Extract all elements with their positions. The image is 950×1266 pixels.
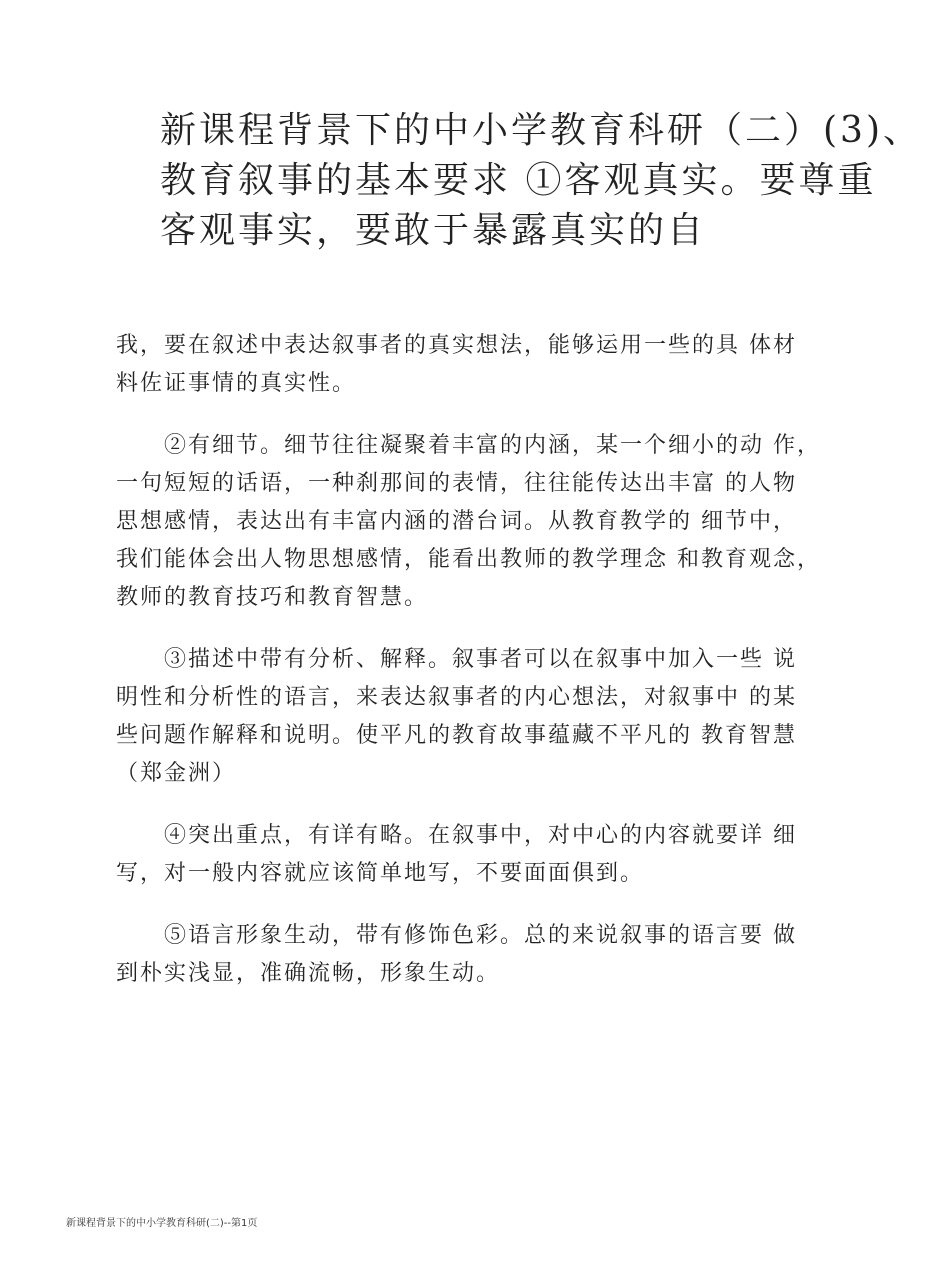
paragraph-analysis bbox=[116, 641, 846, 793]
page-title bbox=[160, 106, 922, 256]
title-line: 教育叙事的基本要求 ①客观真实。要尊重 bbox=[160, 160, 877, 201]
paragraph-language bbox=[116, 917, 846, 993]
text-line: 到朴实浅显，准确流畅，形象生动。 bbox=[116, 961, 501, 986]
paragraph-intro bbox=[116, 327, 846, 403]
text-line: ③描述中带有分析、解释。叙事者可以在叙事中加入一些 说 bbox=[116, 647, 797, 672]
text-line: （郑金洲） bbox=[116, 761, 237, 786]
document-body bbox=[116, 327, 846, 1017]
text-line: 我，要在叙述中表达叙事者的真实想法，能够运用一些的具 体材 bbox=[116, 333, 797, 358]
text-line: 些问题作解释和说明。使平凡的教育故事蕴藏不平凡的 教育智慧 bbox=[116, 723, 797, 748]
text-line: 写，对一般内容就应该简单地写，不要面面俱到。 bbox=[116, 861, 645, 886]
text-line: ②有细节。细节往往凝聚着丰富的内涵，某一个细小的动 作， bbox=[116, 433, 821, 458]
text-line: 明性和分析性的语言，来表达叙事者的内心想法，对叙事中 的某 bbox=[116, 685, 797, 710]
paragraph-details bbox=[116, 427, 846, 617]
paragraph-emphasis bbox=[116, 817, 846, 893]
text-line: ④突出重点，有详有略。在叙事中，对中心的内容就要详 细 bbox=[116, 823, 797, 848]
text-line: 教师的教育技巧和教育智慧。 bbox=[116, 585, 429, 610]
page-footer: 新课程背景下的中小学教育科研(二)--第1页 bbox=[66, 1218, 258, 1229]
text-line: 我们能体会出人物思想感情，能看出教师的教学理念 和教育观念， bbox=[116, 547, 821, 572]
text-line: ⑤语言形象生动，带有修饰色彩。总的来说叙事的语言要 做 bbox=[116, 923, 797, 948]
text-line: 思想感情，表达出有丰富内涵的潜台词。从教育教学的 细节中， bbox=[116, 509, 797, 534]
title-line: 客观事实，要敢于暴露真实的自 bbox=[160, 210, 707, 251]
text-line: 料佐证事情的真实性。 bbox=[116, 371, 357, 396]
title-line: 新课程背景下的中小学教育科研（二）(3)、 bbox=[160, 110, 922, 151]
text-line: 一句短短的话语，一种刹那间的表情，往往能传达出丰富 的人物 bbox=[116, 471, 797, 496]
